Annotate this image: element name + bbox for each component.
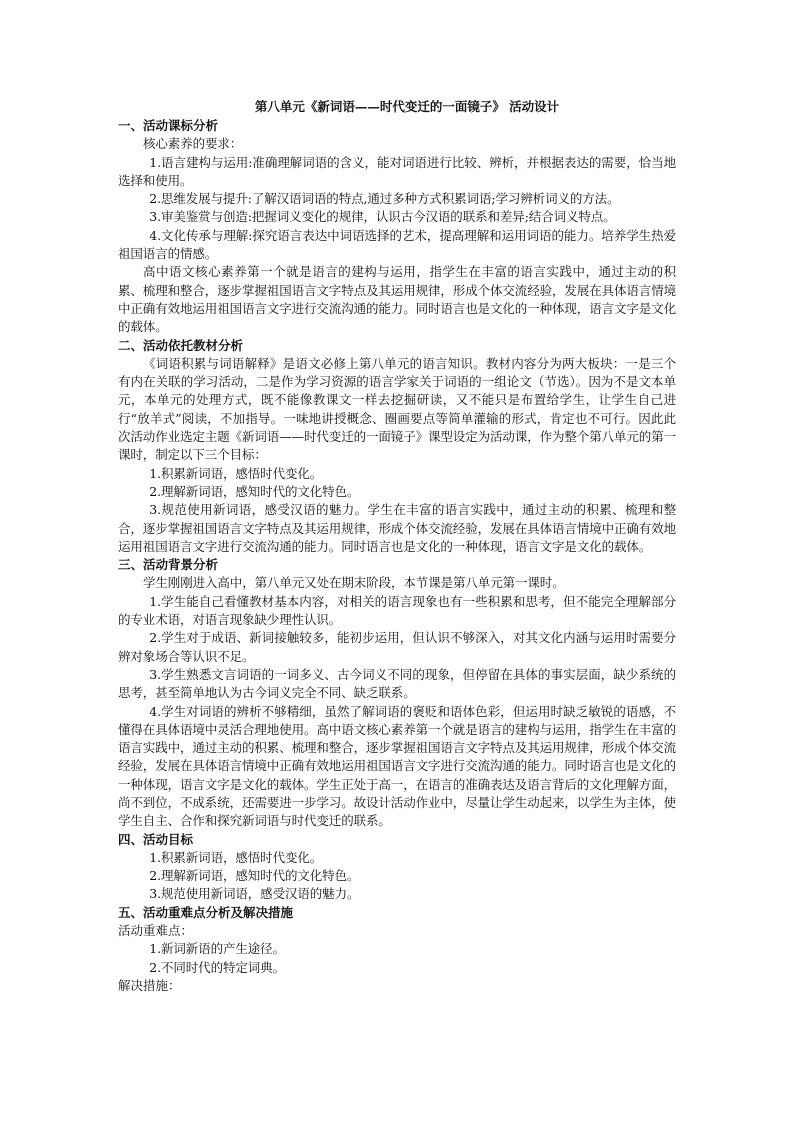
section-heading: 二、活动依托教材分析 — [118, 337, 244, 353]
list-item: 3.审美鉴赏与创造:把握词义变化的规律，认识古今汉语的联系和差异;结合词义特点。 — [149, 209, 616, 225]
document-page — [118, 97, 676, 995]
section-heading: 四、活动目标 — [118, 831, 194, 847]
list-item: 3.学生熟悉文言词语的一词多义、古今词义不同的现象，但停留在具体的事实层面，缺少系统的思考，甚至简单地认为古今词义完全不同、缺乏联系。 — [118, 666, 676, 701]
paragraph: 学生刚刚进入高中，第八单元又处在期末阶段，本节课是第八单元第一课时。 — [143, 575, 565, 591]
section-heading: 一、活动课标分析 — [118, 118, 219, 133]
list-item: 4.学生对词语的辨析不够精细，虽然了解词语的褒贬和语体色彩，但运用时缺乏敏锐的语感，不懂得在具体语境中灵活合理地使用。高中语文核心素养第一个就是语言的建构与运用，指学生在丰富的语言实践中，通过主动的积累、梳理和整合，逐步掌握祖国语言文字特点及其运用规律，形成个体交流经验，发展在具体语言情境中正确有效地运用祖国语言文字进行交流沟通的能力。同时语言也是文化的一种体现，语言文字是文化的载体。学生正处于高一，在语言的准确表达及语言背后的文化理解方面，尚不到位，不成系统，还需要进一步学习。故设计活动作业中，尽量让学生动起来，以学生为主体，使学生自主、合作和探究新词语与时代变迁的联系。 — [118, 703, 677, 829]
paragraph: 核心素养的要求： — [143, 136, 243, 152]
list-item: 1.语言建构与运用:准确理解词语的含义，能对词语进行比较、辨析，并根据表达的需要，恰当地选择和使用。 — [118, 154, 676, 188]
section-heading: 五、活动重难点分析及解决措施 — [118, 904, 294, 920]
list-item: 4.文化传承与理解:探究语言表达中词语选择的艺术，提高理解和运用词语的能力。培养学生热爱祖国语言的情感。 — [118, 227, 676, 262]
paragraph: 活动重难点： — [118, 923, 194, 939]
list-item: 2.理解新词语，感知时代的文化特色。 — [149, 483, 360, 499]
list-item: 3.规范使用新词语，感受汉语的魅力。 — [149, 886, 360, 902]
list-item: 2.理解新词语，感知时代的文化特色。 — [149, 868, 360, 884]
list-item: 1.新词新语的产生途径。 — [149, 941, 285, 957]
document-title: 第八单元《新词语——时代变迁的一面镜子》 活动设计 — [254, 99, 560, 114]
list-item: 2.学生对于成语、新词接触较多，能初步运用，但认识不够深入，对其文化内涵与运用时需要分辨对象场合等认识不足。 — [118, 630, 676, 664]
list-item: 3.规范使用新词语，感受汉语的魅力。学生在丰富的语言实践中，通过主动的积累、梳理和整合，逐步掌握祖国语言文字特点及其运用规律，形成个体交流经验，发展在具体语言情境中正确有效地运用祖国语言文字进行交流沟通的能力。同时语言也是文化的一种体现，语言文字是文化的载体。 — [118, 502, 677, 554]
paragraph: 《词语积累与词语解释》是语文必修上第八单元的语言知识。教材内容分为两大板块：一是三个有内在关联的学习活动，二是作为学习资源的语言学家关于词语的一组论文（节选）。因为不是文本单元，本单元的处理方式，既不能像教课文一样去挖掘研读，又不能只是布置给学生，让学生自己进行“放羊式”阅读，不加指导。一味地讲授概念、圈画要点等简单灌输的形式，肯定也不可行。因此此次活动作业选定主题《新词语——时代变迁的一面镜子》课型设定为活动课，作为整个第八单元的第一课时，制定以下三个目标： — [118, 355, 677, 463]
list-item: 1.积累新词语，感悟时代变化。 — [149, 849, 323, 865]
section-heading: 三、活动背景分析 — [118, 557, 219, 573]
document-body — [118, 117, 676, 995]
paragraph: 高中语文核心素养第一个就是语言的建构与运用，指学生在丰富的语言实践中，通过主动的积累、梳理和整合，逐步掌握祖国语言文字特点及其运用规律，形成个体交流经验，发展在具体语言情境中正确有效地运用祖国语言文字进行交流沟通的能力。同时语言也是文化的一种体现，语言文字是文化的载体。 — [118, 264, 677, 335]
paragraph: 解决措施： — [118, 977, 181, 993]
list-item: 2.思维发展与提升:了解汉语词语的特点,通过多种方式积累词语;学习辨析词义的方法。 — [149, 191, 620, 207]
list-item: 1.积累新词语，感悟时代变化。 — [149, 465, 323, 481]
list-item: 2.不同时代的特定词典。 — [149, 959, 285, 975]
list-item: 1.学生能自己看懂教材基本内容，对相关的语言现象也有一些积累和思考，但不能完全理解部分的专业术语，对语言现象缺少理性认识。 — [118, 593, 676, 628]
